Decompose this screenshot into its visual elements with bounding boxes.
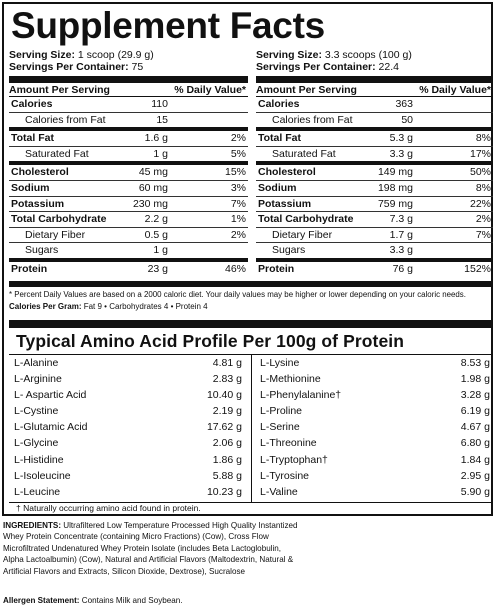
amino-acid-value: 3.28 g <box>460 389 490 402</box>
nutrient-name: Calories <box>258 98 300 110</box>
column-header <box>256 83 493 97</box>
nutrient-name: Total Carbohydrate <box>258 213 354 226</box>
amino-acid-value: 4.81 g <box>212 357 242 369</box>
amino-acid-row <box>14 468 246 484</box>
amino-acid-row <box>14 484 246 500</box>
thick-divider <box>256 76 493 83</box>
nutrient-name: Dietary Fiber <box>272 228 333 241</box>
left-serving-column <box>9 50 248 277</box>
nutrient-name: Sugars <box>272 244 306 257</box>
amino-acid-name: L-Glycine <box>14 437 59 450</box>
amino-footnote: † Naturally occurring amino acid found in protein. <box>16 503 201 513</box>
amino-acid-row <box>260 435 490 451</box>
nutrient-name: Total Fat <box>11 132 54 145</box>
right-serving-column <box>256 50 493 277</box>
nutrient-daily-value: 2% <box>230 132 246 145</box>
amino-acid-row <box>14 419 246 435</box>
nutrient-amount: 23 g <box>147 262 168 275</box>
nutrient-amount: 149 mg <box>377 166 413 179</box>
nutrient-daily-value: 22% <box>469 197 491 210</box>
nutrient-rows <box>9 97 248 277</box>
nutrient-name: Calories from Fat <box>272 113 353 126</box>
amino-acid-value: 6.80 g <box>460 437 490 450</box>
amino-acid-value: 10.40 g <box>206 389 242 402</box>
nutrient-amount: 15 <box>156 113 168 126</box>
nutrient-name: Sodium <box>258 181 297 194</box>
ingredients-label: INGREDIENTS: <box>3 521 62 530</box>
nutrient-amount: 3.3 g <box>389 147 413 160</box>
nutrient-amount: 5.3 g <box>389 132 413 145</box>
nutrient-row <box>9 131 248 147</box>
daily-value-footnote: * Percent Daily Values are based on a 2000 caloric diet. Your daily values may be higher or lower depending on your caloric needs. <box>9 290 466 299</box>
nutrient-row <box>9 262 248 277</box>
nutrient-daily-value: 1% <box>230 213 246 226</box>
nutrient-row <box>256 97 493 113</box>
nutrient-row <box>9 243 248 262</box>
nutrient-daily-value: 50% <box>469 166 491 179</box>
nutrient-name: Saturated Fat <box>272 147 336 160</box>
amino-acid-name: L-Isoleucine <box>14 469 71 482</box>
nutrient-amount: 1 g <box>153 244 168 257</box>
servings-line <box>256 62 493 74</box>
amino-acid-row <box>260 371 490 387</box>
amino-acid-row <box>260 355 490 371</box>
nutrient-name: Calories <box>11 98 53 110</box>
serving-size-label: Serving Size: <box>256 49 322 61</box>
footnote-block <box>9 281 492 313</box>
nutrient-row <box>256 147 493 166</box>
calories-per-gram <box>9 301 492 313</box>
amino-acid-row <box>260 468 490 484</box>
nutrient-row <box>9 113 248 132</box>
amino-acid-row <box>260 484 490 500</box>
serving-size-value: 3.3 scoops (100 g) <box>324 49 412 61</box>
amino-acid-name: L-Alanine <box>14 357 59 369</box>
nutrient-amount: 45 mg <box>138 166 168 179</box>
nutrient-name: Dietary Fiber <box>25 228 86 241</box>
amino-acid-value: 6.19 g <box>460 405 490 418</box>
amino-left-column <box>14 355 246 500</box>
amount-header: Amount Per Serving <box>256 84 357 96</box>
amino-acid-name: L-Valine <box>260 485 298 498</box>
amino-acid-row <box>14 387 246 403</box>
amino-acid-name: L-Leucine <box>14 485 61 498</box>
amino-acid-value: 5.90 g <box>460 485 490 498</box>
amino-acid-row <box>260 419 490 435</box>
nutrient-name: Sugars <box>25 244 59 257</box>
amino-column-divider <box>251 355 252 502</box>
nutrient-row <box>256 243 493 262</box>
nutrient-daily-value: 3% <box>230 181 246 194</box>
nutrient-row <box>256 113 493 132</box>
ingredients-statement <box>3 520 303 577</box>
nutrient-row <box>256 212 493 228</box>
amino-acid-name: L-Methionine <box>260 373 321 386</box>
nutrient-name: Calories from Fat <box>25 113 106 126</box>
allergen-label: Allergen Statement: <box>3 596 80 605</box>
servings-value: 22.4 <box>378 60 399 73</box>
amino-acid-value: 1.86 g <box>212 453 242 466</box>
amino-acid-name: L-Arginine <box>14 373 62 386</box>
nutrient-amount: 1.7 g <box>389 228 413 241</box>
nutrient-amount: 50 <box>401 113 413 126</box>
ingredients-text: Ultrafiltered Low Temperature Processed High Quality Instantized Whey Protein Concentrate (containing Micro Fractions) (Cow), Cross Flow Microfiltrated Undenatured Whey Protein Isolate (includes Beta Lactoglobulin, Alpha Lactoalbumin) (Cow), Natural and Artificial Flavors (Maltodextrin, Natural & Artificial Flavors and Extracts, Silicon Dioxide, Dextrose), Sucralose <box>3 521 298 576</box>
nutrient-daily-value: 8% <box>475 181 491 194</box>
amino-thick-divider <box>9 320 492 328</box>
nutrient-daily-value: 46% <box>224 262 246 275</box>
column-header <box>9 83 248 97</box>
amino-acid-name: L-Tyrosine <box>260 469 310 482</box>
nutrient-daily-value: 15% <box>224 166 246 179</box>
amino-profile-title: Typical Amino Acid Profile Per 100g of Protein <box>16 331 405 351</box>
amino-acid-name: L-Glutamic Acid <box>14 421 88 434</box>
amino-acid-name: L- Aspartic Acid <box>14 389 87 402</box>
amino-acid-name: L-Threonine <box>260 437 317 450</box>
nutrient-amount: 60 mg <box>138 181 168 194</box>
amino-acid-row <box>260 387 490 403</box>
servings-label: Servings Per Container: <box>9 60 129 73</box>
amino-acid-row <box>14 355 246 371</box>
amino-acid-value: 8.53 g <box>460 357 490 369</box>
nutrient-row <box>9 97 248 113</box>
nutrient-row <box>9 212 248 228</box>
amino-acid-name: L-Cystine <box>14 405 59 418</box>
thick-divider <box>9 76 248 83</box>
amino-acid-row <box>14 452 246 468</box>
servings-label: Servings Per Container: <box>256 60 376 73</box>
dv-header: % Daily Value* <box>174 84 246 96</box>
serving-size-value: 1 scoop (29.9 g) <box>77 49 154 61</box>
amino-acid-name: L-Proline <box>260 405 303 418</box>
nutrient-amount: 0.5 g <box>144 228 168 241</box>
nutrient-name: Sodium <box>11 181 50 194</box>
nutrient-daily-value: 2% <box>475 213 491 226</box>
amino-profile-table <box>9 354 492 498</box>
nutrient-amount: 2.2 g <box>144 213 168 226</box>
nutrient-amount: 230 mg <box>132 197 168 210</box>
nutrient-name: Protein <box>258 262 295 275</box>
nutrient-amount: 7.3 g <box>389 213 413 226</box>
nutrient-row <box>256 181 493 197</box>
nutrient-rows <box>256 97 493 277</box>
amino-acid-row <box>260 403 490 419</box>
amino-acid-name: L-Tryptophan† <box>260 453 328 466</box>
nutrient-daily-value: 7% <box>475 228 491 241</box>
nutrient-amount: 363 <box>395 98 413 110</box>
nutrient-row <box>9 228 248 244</box>
amino-acid-row <box>260 452 490 468</box>
servings-value: 75 <box>131 60 144 73</box>
amino-acid-value: 2.06 g <box>212 437 242 450</box>
nutrient-amount: 110 <box>151 98 168 110</box>
amino-acid-value: 10.23 g <box>206 485 242 498</box>
amino-acid-name: L-Phenylalanine† <box>260 389 342 402</box>
nutrient-row <box>256 197 493 213</box>
nutrient-amount: 1.6 g <box>144 132 168 145</box>
calories-per-gram-label: Calories Per Gram: <box>9 302 82 311</box>
nutrient-daily-value: 152% <box>464 262 491 275</box>
amino-acid-value: 17.62 g <box>206 421 242 434</box>
servings-line <box>9 62 248 74</box>
nutrient-amount: 3.3 g <box>389 244 413 257</box>
nutrient-name: Total Carbohydrate <box>11 213 107 226</box>
allergen-statement <box>3 596 183 605</box>
amino-acid-name: L-Lysine <box>260 357 300 369</box>
calories-per-gram-value: Fat 9 • Carbohydrates 4 • Protein 4 <box>83 302 208 311</box>
nutrient-name: Saturated Fat <box>25 147 89 160</box>
amino-acid-value: 1.98 g <box>460 373 490 386</box>
nutrient-daily-value: 5% <box>230 147 246 160</box>
nutrient-row <box>9 181 248 197</box>
amount-header: Amount Per Serving <box>9 84 110 96</box>
amino-acid-row <box>14 403 246 419</box>
nutrient-amount: 76 g <box>392 262 413 275</box>
amino-acid-value: 2.19 g <box>212 405 242 418</box>
nutrient-name: Protein <box>11 262 48 275</box>
amino-acid-value: 4.67 g <box>460 421 490 434</box>
amino-acid-value: 2.83 g <box>212 373 242 386</box>
nutrient-row <box>9 197 248 213</box>
nutrient-amount: 198 mg <box>377 181 413 194</box>
nutrient-row <box>256 228 493 244</box>
amino-acid-value: 5.88 g <box>212 469 242 482</box>
nutrient-name: Cholesterol <box>258 166 316 179</box>
panel-title: Supplement Facts <box>11 5 325 46</box>
dv-header: % Daily Value* <box>419 84 491 96</box>
nutrient-row <box>256 165 493 181</box>
amino-acid-row <box>14 435 246 451</box>
serving-size-label: Serving Size: <box>9 49 75 61</box>
nutrient-row <box>9 147 248 166</box>
nutrient-row <box>256 131 493 147</box>
nutrient-row <box>9 165 248 181</box>
amino-acid-value: 2.95 g <box>460 469 490 482</box>
supplement-facts-panel <box>2 2 493 516</box>
nutrient-daily-value: 7% <box>230 197 246 210</box>
amino-acid-row <box>14 371 246 387</box>
nutrient-name: Potassium <box>11 197 65 210</box>
amino-acid-name: L-Histidine <box>14 453 64 466</box>
nutrient-name: Cholesterol <box>11 166 69 179</box>
nutrient-daily-value: 17% <box>469 147 491 160</box>
nutrient-daily-value: 2% <box>230 228 246 241</box>
nutrient-name: Potassium <box>258 197 312 210</box>
allergen-text: Contains Milk and Soybean. <box>81 596 183 605</box>
nutrient-amount: 1 g <box>153 147 168 160</box>
nutrient-amount: 759 mg <box>377 197 413 210</box>
nutrient-name: Total Fat <box>258 132 301 145</box>
amino-right-column <box>260 355 490 500</box>
nutrient-row <box>256 262 493 277</box>
nutrient-daily-value: 8% <box>475 132 491 145</box>
amino-acid-name: L-Serine <box>260 421 300 434</box>
amino-acid-value: 1.84 g <box>460 453 490 466</box>
